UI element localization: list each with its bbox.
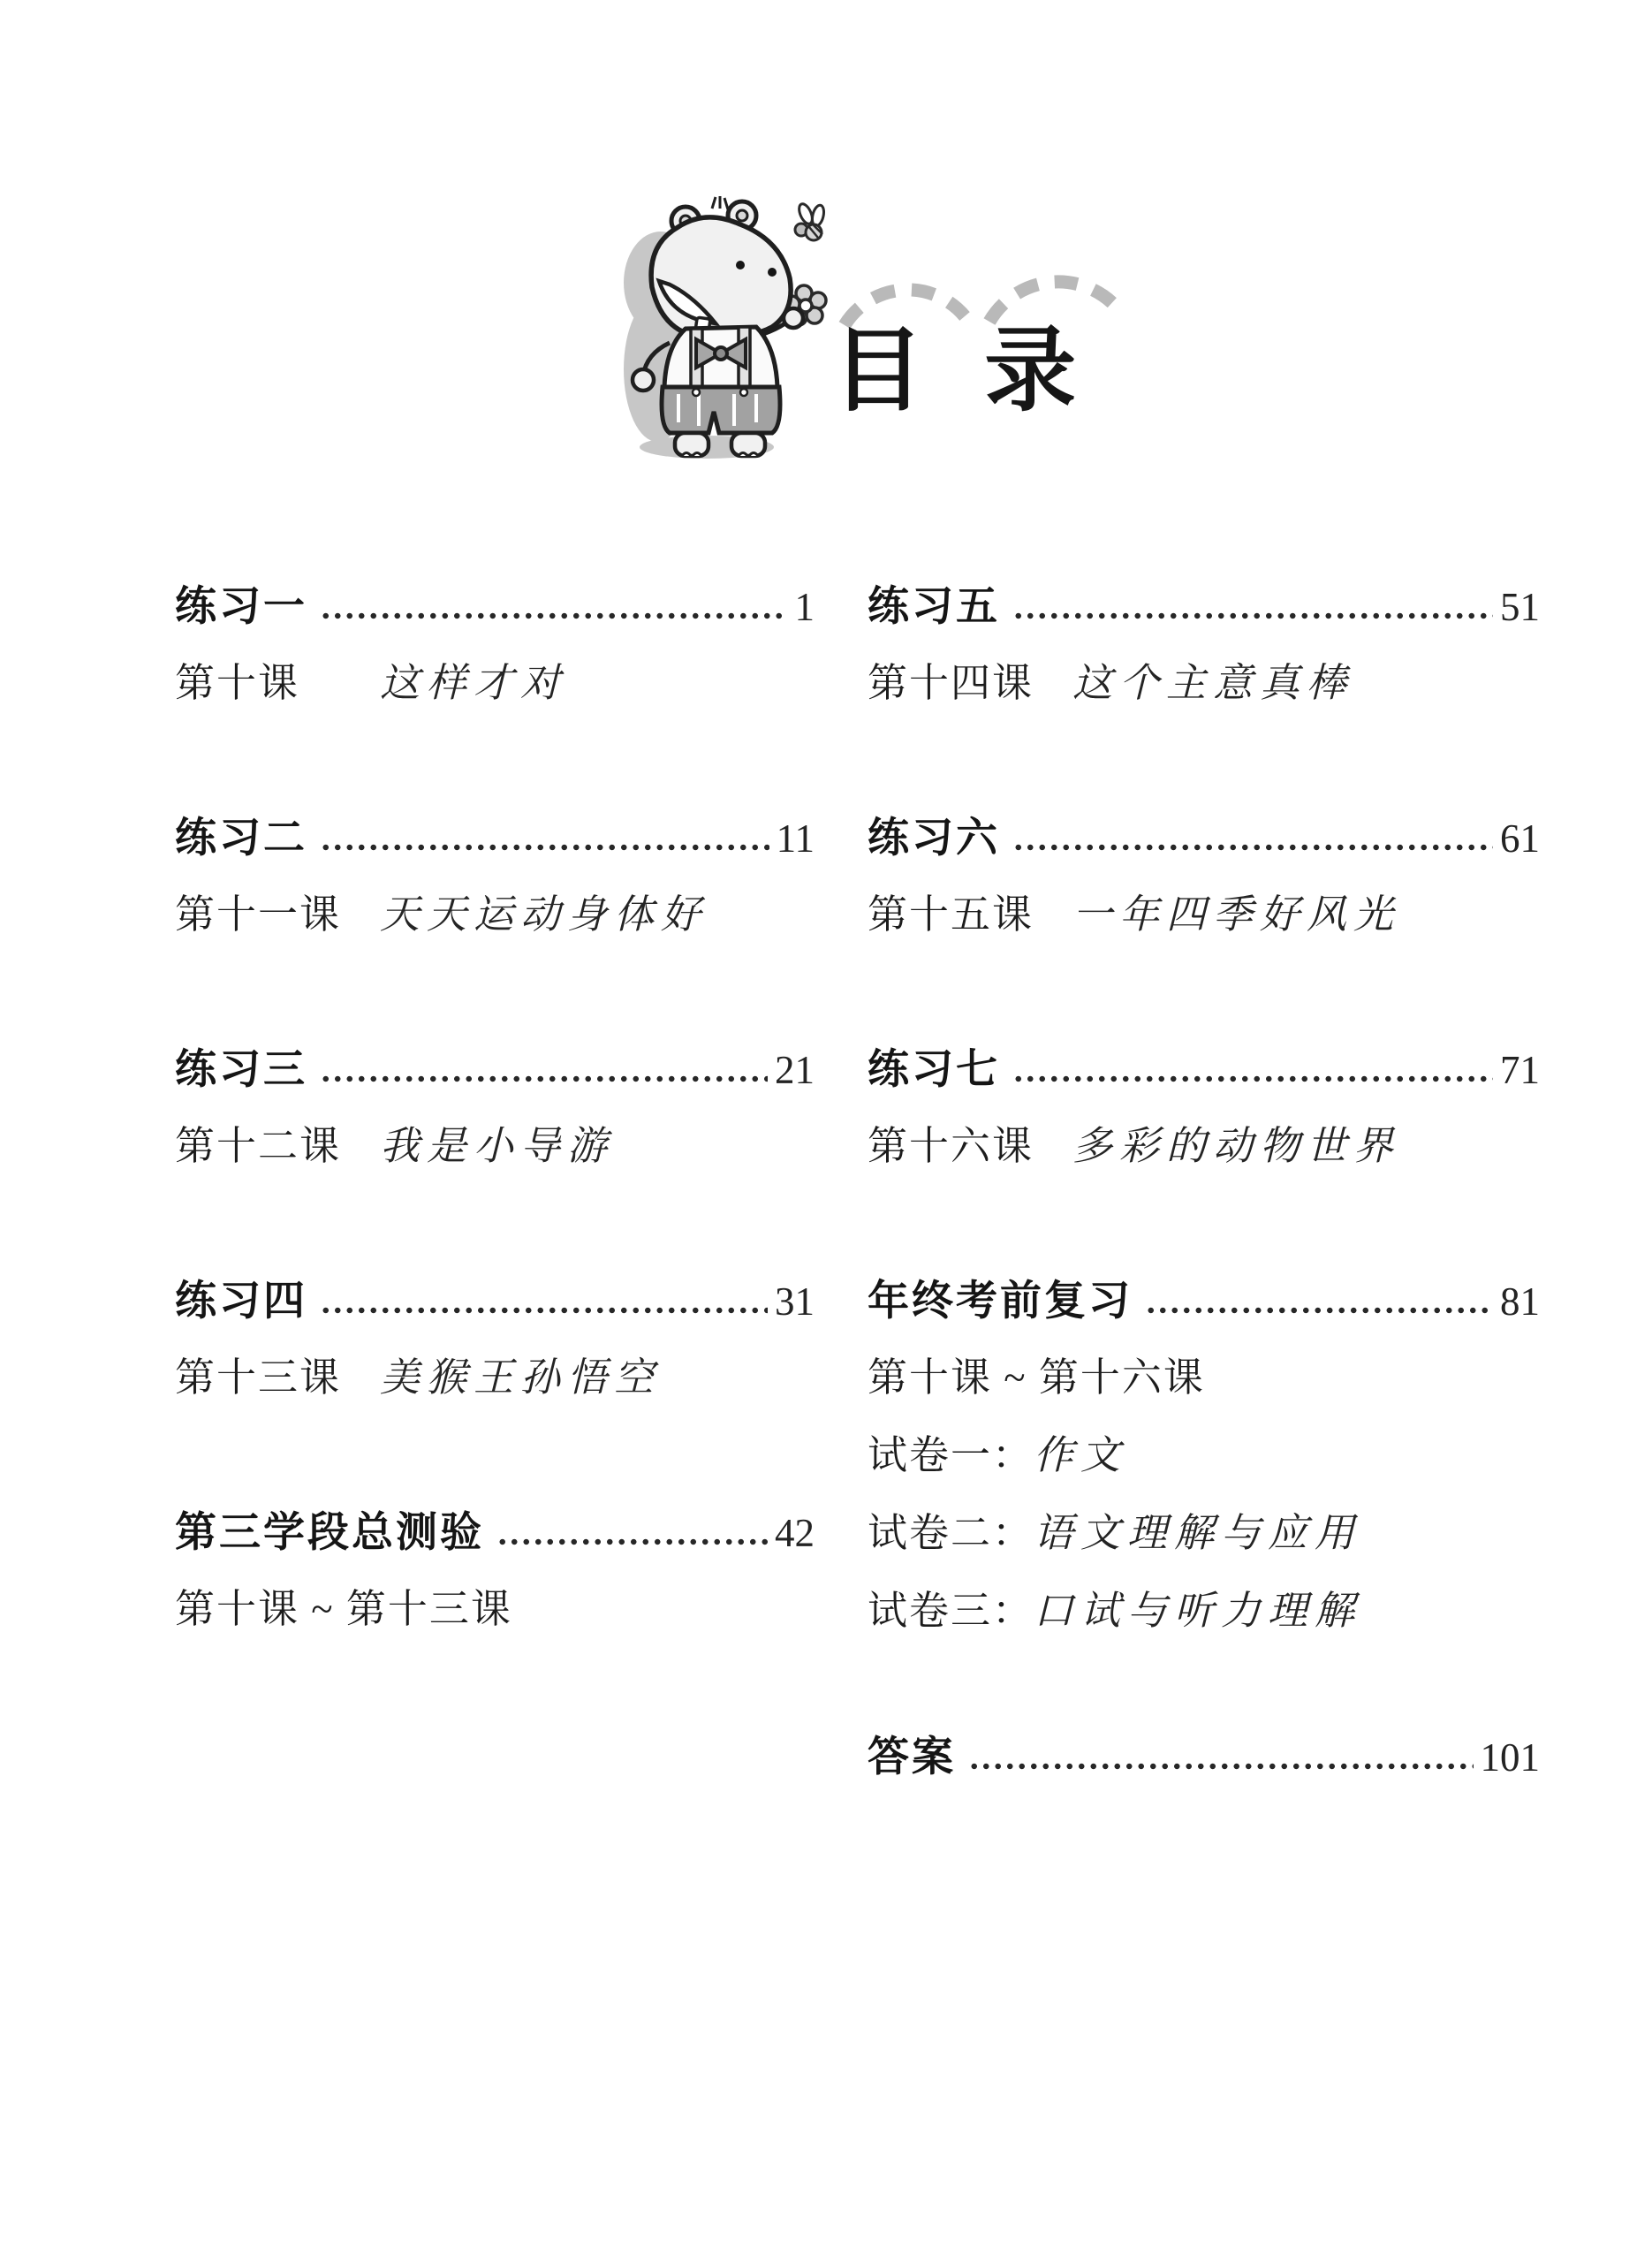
- toc-column-left: [175, 579, 815, 1736]
- page-title: 目 录: [832, 316, 1091, 424]
- toc-entry-heading-row: [175, 1273, 815, 1326]
- entry-heading: 第三学段总测验: [175, 1510, 484, 1556]
- toc-entry: [175, 579, 815, 708]
- toc-entry-heading-row: [175, 1505, 815, 1558]
- toc-lesson-line: [868, 658, 1540, 708]
- lesson-number: 第十课: [175, 661, 300, 705]
- toc-column-right: [868, 579, 1540, 1885]
- lesson-title: 天天运动身体好: [380, 892, 709, 937]
- lesson-title: 多彩的动物世界: [1072, 1124, 1401, 1168]
- toc-lesson-line: [175, 658, 815, 708]
- toc-entry-heading-row: [175, 810, 815, 863]
- entry-page-number: 11: [776, 816, 815, 861]
- entry-page-number: 81: [1500, 1279, 1540, 1324]
- paper-title: 作文: [1034, 1433, 1128, 1477]
- dot-leader: [320, 1072, 768, 1086]
- dot-leader: [320, 1303, 768, 1317]
- toc-entry: [175, 810, 815, 939]
- toc-lesson-line: [175, 890, 815, 939]
- toc-entry-heading-row: [868, 1042, 1540, 1095]
- dot-leader: [1012, 609, 1493, 623]
- bee-icon: [795, 202, 826, 240]
- hippo-illustration: [608, 194, 836, 461]
- toc-entry: [868, 1729, 1540, 1782]
- paper-title: 口试与听力理解: [1034, 1589, 1362, 1633]
- toc-entry-heading-row: [175, 1042, 815, 1095]
- lesson-title: 这样才对: [380, 661, 568, 705]
- lesson-title: 这个主意真棒: [1072, 661, 1354, 705]
- title-block: [832, 258, 1129, 424]
- toc-paper-item: [868, 1586, 1540, 1636]
- toc-entry-heading-row: [868, 810, 1540, 863]
- toc-entry-heading-row: [868, 1729, 1540, 1782]
- lesson-number: 第十三课: [175, 1355, 342, 1400]
- lesson-number: 第十二课: [175, 1124, 342, 1168]
- hippo-head: [651, 196, 791, 338]
- dot-leader: [1012, 840, 1493, 854]
- entry-page-number: 31: [775, 1279, 815, 1324]
- entry-heading: 练习四: [175, 1279, 307, 1325]
- toc-paper-item: [868, 1508, 1540, 1558]
- entry-heading: 练习一: [175, 584, 307, 630]
- toc-entry: [175, 1505, 815, 1634]
- toc-lesson-range: 第十课 ~ 第十三课: [175, 1587, 512, 1631]
- entry-heading: 答案: [868, 1734, 956, 1780]
- entry-page-number: 51: [1500, 585, 1540, 629]
- toc-lesson-line: [868, 890, 1540, 939]
- lesson-title: 美猴王孙悟空: [380, 1355, 662, 1400]
- paper-label: 试卷一：: [868, 1433, 1034, 1477]
- dot-leader: [320, 609, 788, 623]
- entry-page-number: 101: [1480, 1735, 1540, 1780]
- lesson-number: 第十五课: [868, 892, 1034, 937]
- entry-heading: 练习三: [175, 1047, 307, 1093]
- dot-leader: [968, 1759, 1474, 1773]
- paper-title: 语文理解与应用: [1034, 1511, 1362, 1555]
- toc-entry-heading-row: [868, 1273, 1540, 1326]
- toc-lesson-range: 第十课 ~ 第十六课: [868, 1355, 1205, 1400]
- toc-entry-heading-row: [868, 579, 1540, 632]
- entry-page-number: 1: [794, 585, 815, 629]
- entry-heading: 练习五: [868, 584, 1000, 630]
- dot-leader: [1145, 1303, 1493, 1317]
- toc-lesson-line: [175, 1121, 815, 1171]
- entry-heading: 练习二: [175, 816, 307, 862]
- toc-paper-item: [868, 1431, 1540, 1480]
- entry-heading: 练习七: [868, 1047, 1000, 1093]
- toc-lesson-line: [175, 1353, 815, 1402]
- lesson-number: 第十一课: [175, 892, 342, 937]
- entry-page-number: 21: [775, 1048, 815, 1092]
- toc-entry: [868, 1042, 1540, 1171]
- toc-entry: [175, 1042, 815, 1171]
- dot-leader: [320, 840, 769, 854]
- toc-entry: [868, 1273, 1540, 1636]
- entry-heading: 练习六: [868, 816, 1000, 862]
- entry-heading: 年终考前复习: [868, 1279, 1133, 1325]
- paper-label: 试卷三：: [868, 1589, 1034, 1633]
- toc-entry: [868, 810, 1540, 939]
- lesson-number: 第十四课: [868, 661, 1034, 705]
- toc-entry-heading-row: [175, 579, 815, 632]
- entry-page-number: 42: [775, 1511, 815, 1555]
- entry-page-number: 71: [1500, 1048, 1540, 1092]
- dot-leader: [1012, 1072, 1493, 1086]
- lesson-number: 第十六课: [868, 1124, 1034, 1168]
- lesson-title: 一年四季好风光: [1072, 892, 1401, 937]
- toc-entry: [868, 579, 1540, 708]
- paper-label: 试卷二：: [868, 1511, 1034, 1555]
- entry-page-number: 61: [1500, 816, 1540, 861]
- toc-lesson-line: [868, 1121, 1540, 1171]
- toc-entry: [175, 1273, 815, 1402]
- dot-leader: [496, 1535, 768, 1549]
- lesson-title: 我是小导游: [380, 1124, 615, 1168]
